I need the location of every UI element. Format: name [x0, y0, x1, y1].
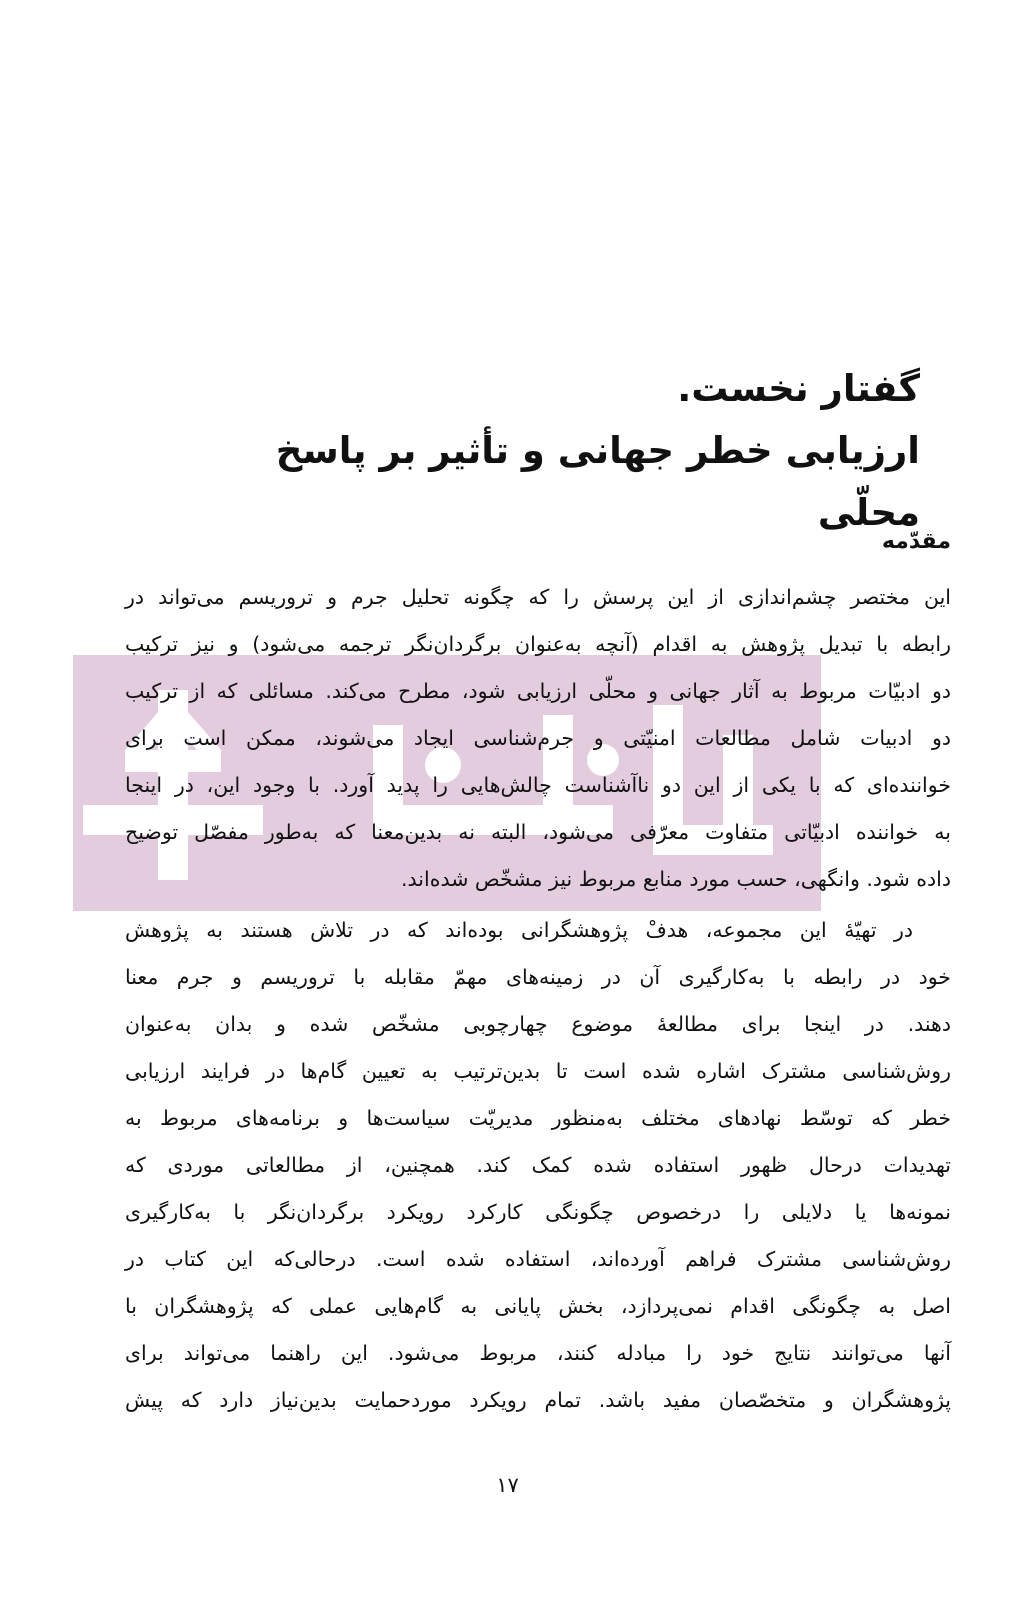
chapter-title-line-1: گفتار نخست.: [677, 367, 920, 410]
text-line: نمونه‌ها یا دلایلی را درخصوص چگونگی کارکرد رویکرد برگردان‌نگر با به‌کارگیری: [125, 1200, 951, 1224]
page-number: ۱۷: [496, 1473, 519, 1497]
text-line: این مختصر چشم‌اندازی از این پرسش را که چگونه تحلیل جرم و تروریسم می‌تواند در: [125, 585, 951, 609]
text-line: روش‌شناسی مشترک اشاره شده است تا بدین‌ترتیب به تعیین گام‌ها در فرایند ارزیابی: [125, 1059, 951, 1083]
text-line: رابطه با تبدیل پژوهش به اقدام (آنچه به‌عنوان برگردان‌نگر ترجمه می‌شود) و نیز ترکیب: [125, 632, 951, 656]
text-line: خود در رابطه با به‌کارگیری آن در زمینه‌های مهمّ مقابله با تروریسم و جرم معنا: [125, 965, 951, 989]
text-line: روش‌شناسی مشترک فراهم آورده‌اند، استفاده شده است. درحالی‌که این کتاب در: [125, 1247, 951, 1271]
chapter-title: [200, 358, 920, 544]
text-line: اصل به چگونگی اقدام نمی‌پردازد، بخش پایانی به گام‌هایی عملی که پژوهشگران با: [125, 1294, 951, 1318]
text-line: آنها می‌توانند نتایج خود را مبادله کنند، مربوط می‌شود. این راهنما می‌تواند برای: [125, 1341, 951, 1365]
text-line: پژوهشگران و متخصّصان مفید باشد. تمام رویکرد موردحمایت بدین‌نیاز دارد که پیش: [125, 1388, 951, 1412]
text-line: دو ادبیات شامل مطالعات امنیّتی و جرم‌شناسی ایجاد می‌شوند، ممکن است برای: [125, 726, 951, 750]
text-line: تهدیدات درحال ظهور استفاده شده کمک کند. همچنین، از مطالعاتی موردی که: [125, 1153, 951, 1177]
text-line: داده شود. وانگهی، حسب مورد منابع مربوط نیز مشخّص شده‌اند.: [401, 867, 951, 891]
section-heading: مقدّمه: [881, 529, 951, 554]
paragraph-collection: [125, 907, 951, 1424]
text-line: به خواننده ادبیّاتی متفاوت معرّفی می‌شود، البته نه بدین‌معنا که به‌طور مفصّل توضیح: [125, 820, 951, 844]
paragraph-introduction: [125, 574, 951, 903]
text-line: در تهیّهٔ این مجموعه، هدفْ پژوهشگرانی بوده‌اند که در تلاش هستند به پژوهش: [125, 918, 913, 942]
chapter-title-line-2: ارزیابی خطر جهانی و تأثیر بر پاسخ محلّی: [275, 429, 920, 534]
text-line: دو ادبیّات مربوط به آثار جهانی و محلّی ارزیابی شود، مطرح می‌کند. مسائلی که از ترکیب: [125, 679, 951, 703]
text-line: خواننده‌ای که با یکی از این دو ناآشناست چالش‌هایی را پدید آورد. با وجود این، در اینجا: [125, 773, 951, 797]
text-line: خطر که توسّط نهادهای مختلف به‌منظور مدیریّت سیاست‌ها و برنامه‌های مربوط به: [125, 1106, 951, 1130]
text-line: دهند. در اینجا برای مطالعهٔ موضوع چهارچوبی مشخّص شده و بدان به‌عنوان: [125, 1012, 951, 1036]
